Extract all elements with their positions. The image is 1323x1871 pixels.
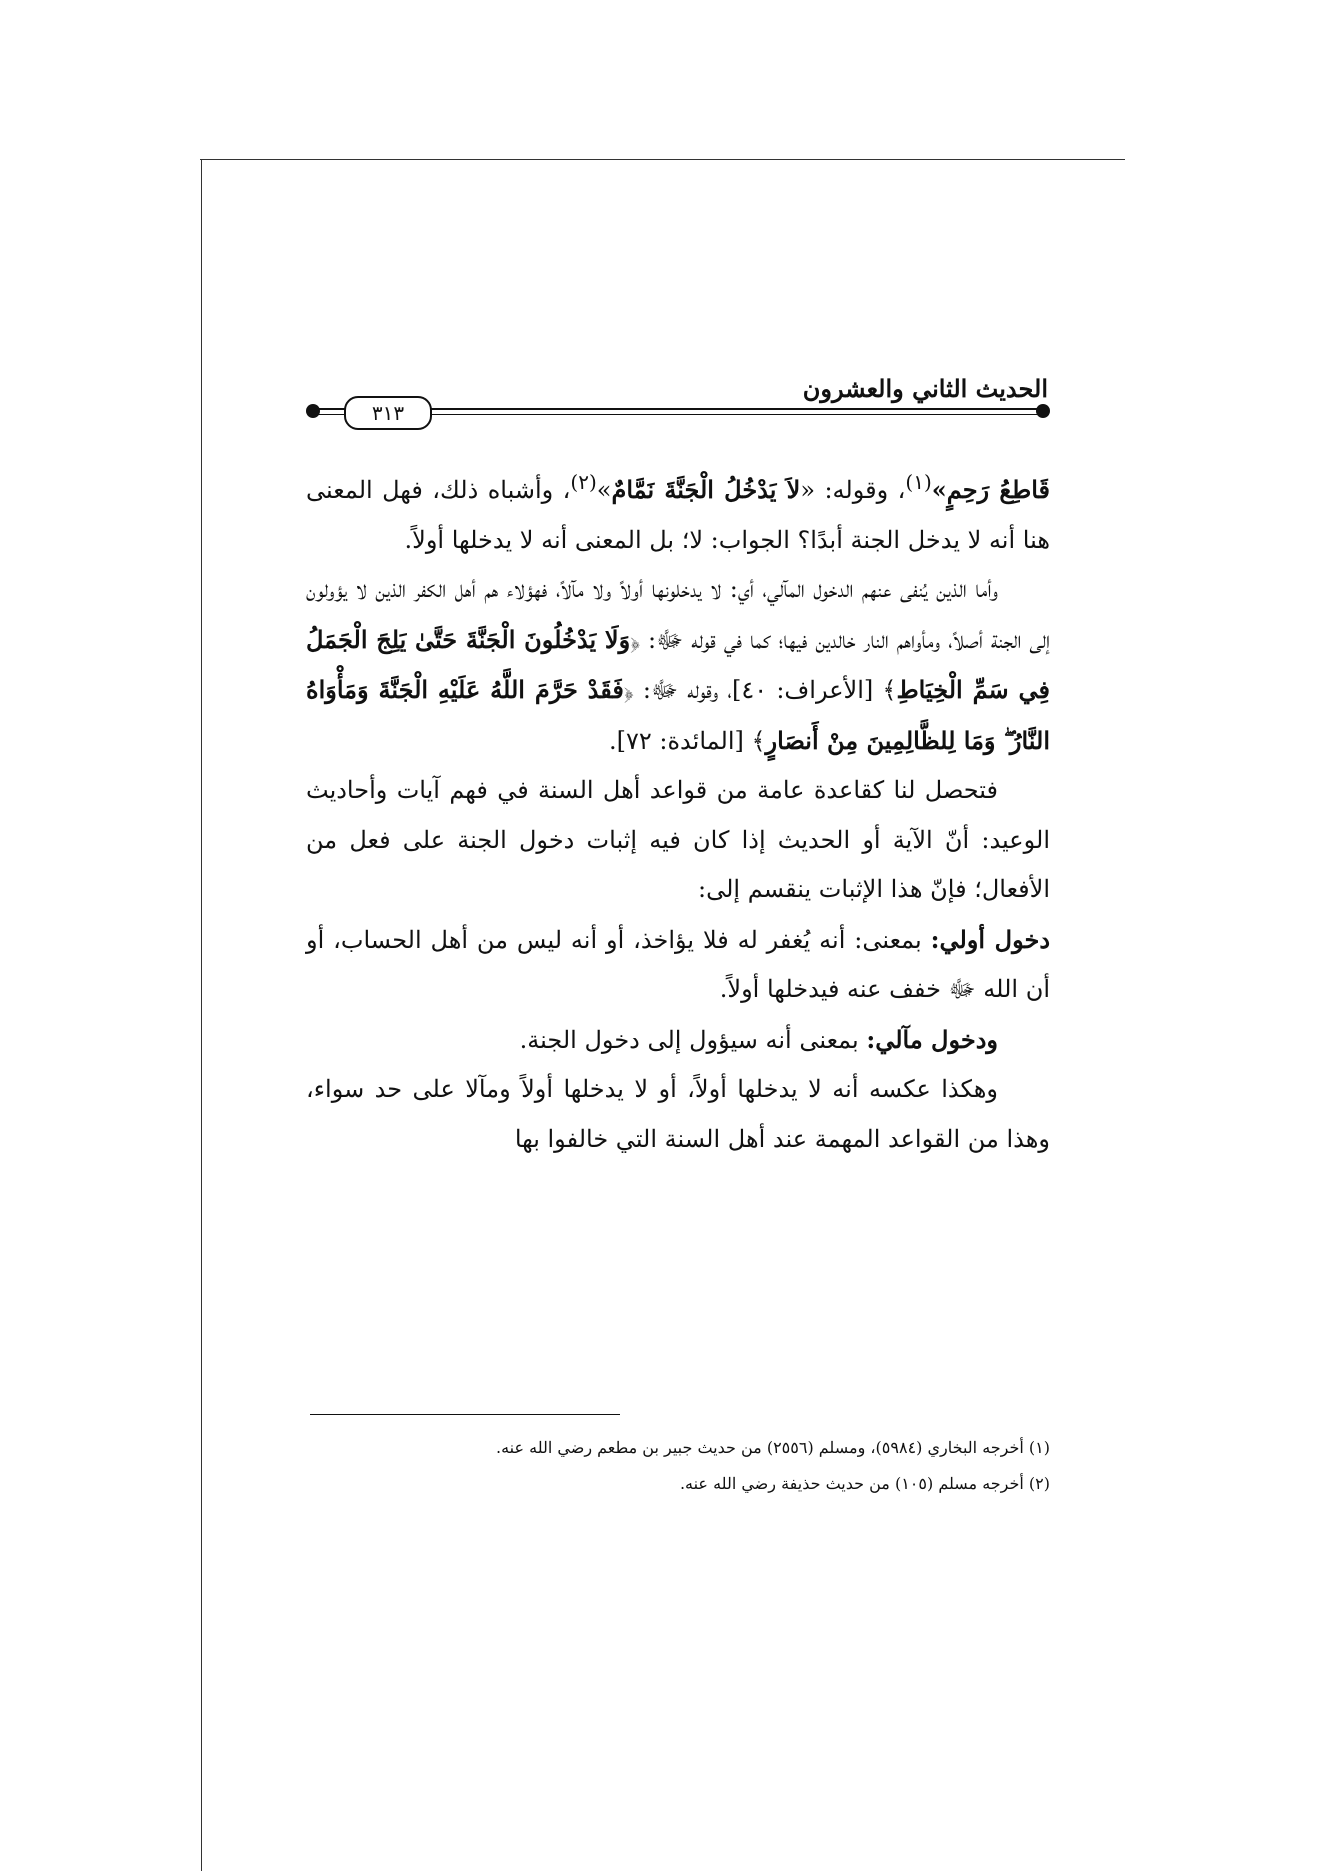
footnote-ref-2: (٢) [570,470,597,494]
footnote-ref-1: (١) [905,470,932,494]
term-first-entry: دخول أولي: [930,924,1051,954]
paragraph-2 [306,565,1050,766]
text-span: » [596,476,612,504]
text-span: ﴾ [المائدة: ٧٢]. [608,726,766,755]
quran-verse-2: فَقَدْ حَرَّمَ اللَّهُ عَلَيْهِ الْجَنَّةَ وَمَأْوَاهُ النَّارُ ۖ وَمَا لِلظَّالِمِينَ مِنْ أَنصَارٍ [306,675,1050,755]
text-span: بمعنى أنه سيؤول إلى دخول الجنة. [519,1025,867,1054]
body-text [306,458,1050,1164]
text-span: ، وأشباه ذلك، فهل المعنى هنا أنه لا يدخل الجنة أبدًا؟ الجواب: لا؛ بل المعنى أنه لا يدخلها أولاً. [306,476,1050,554]
header-ornament-right [1036,404,1050,418]
paragraph-1 [306,458,1050,565]
running-head: الحديث الثاني والعشرون [802,374,1048,403]
crop-mark-left [201,159,202,1871]
text-span: وأما الذين يُنفى عنهم الدخول المآلي، أي: لا يدخلونها أولاً ولا مآلاً، فهؤلاء هم أهل الكفر الذين لا يؤولون إلى الجنة أصلاً، ومأواهم النار خالدين فيها؛ كما في قوله ﷻ: ﴿ [306,575,1050,654]
footnote-2: (٢) أخرجه مسلم (١٠٥) من حديث حذيفة رضي الله عنه. [679,1474,1050,1493]
footnote-rule [310,1414,620,1415]
footnotes [306,1430,1050,1502]
text-span: ﴾ [الأعراف: ٤٠]، وقوله ﷻ: ﴿ [623,676,897,704]
hadith-fragment: قَاطِعُ رَحِمٍ» [931,475,1050,504]
hadith-quote: لاَ يَدْخُلُ الْجَنَّةَ نَمَّامٌ [611,475,801,504]
book-page [306,360,1051,1493]
paragraph-5 [306,1015,1050,1066]
term-eventual-entry: ودخول مآلي: [866,1024,998,1054]
page-number: ٣١٣ [344,396,432,430]
text-span: بمعنى: أنه يُغفر له فلا يؤاخذ، أو أنه ليس من أهل الحساب، أو أن الله ﷻ خفف عنه فيدخلها أولاً. [306,925,1050,1003]
text-span: ، وقوله: « [800,476,906,504]
paragraph-3: فتحصل لنا كقاعدة عامة من قواعد أهل السنة في فهم آيات وأحاديث الوعيد: أنّ الآية أو الحديث إذا كان فيه إثبات دخول الجنة على فعل من الأفعال؛ فإنّ هذا الإثبات ينقسم إلى: [306,776,1050,903]
paragraph-4 [306,915,1050,1015]
crop-mark-top [200,159,1125,160]
paragraph-6: وهكذا عكسه أنه لا يدخلها أولاً، أو لا يدخلها أولاً ومآلا على حد سواء، وهذا من القواعد المهمة عند أهل السنة التي خالفوا بها [306,1075,1050,1153]
footnote-1: (١) أخرجه البخاري (٥٩٨٤)، ومسلم (٢٥٥٦) من حديث جبير بن مطعم رضي الله عنه. [495,1438,1050,1457]
quran-verse-1: وَلَا يَدْخُلُونَ الْجَنَّةَ حَتَّىٰ يَلِجَ الْجَمَلُ فِي سَمِّ الْخِيَاطِ [306,624,1051,704]
header-ornament-left [306,404,320,418]
